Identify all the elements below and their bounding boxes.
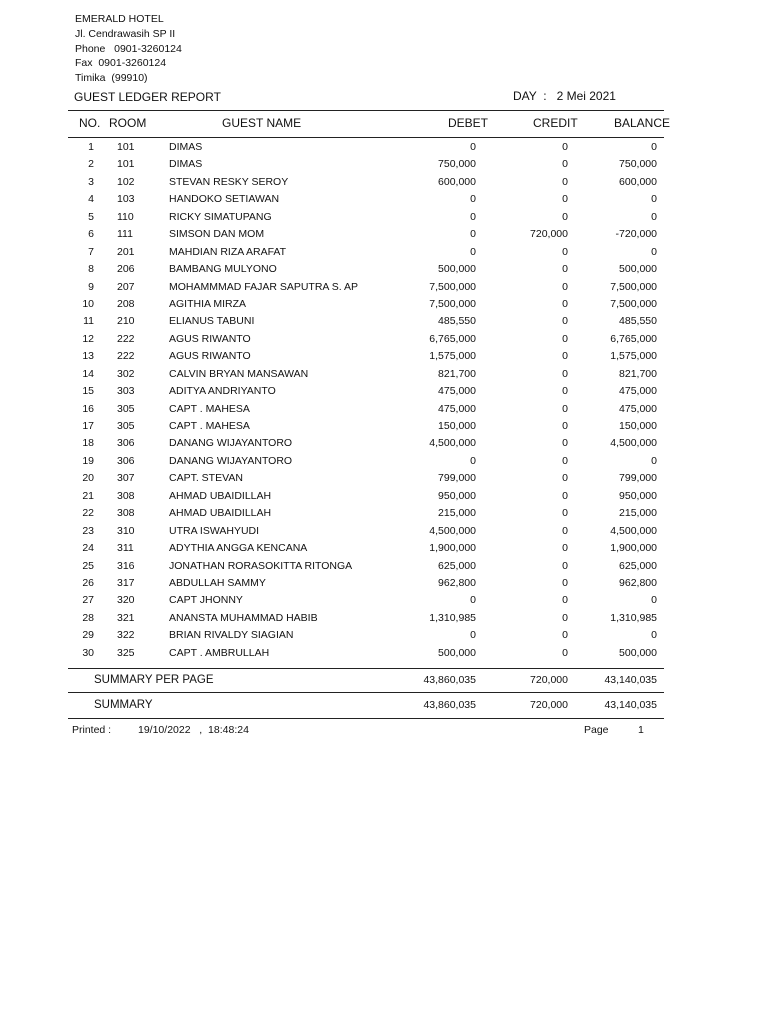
row-balance: 7,500,000	[610, 280, 657, 293]
hotel-name: EMERALD HOTEL	[75, 13, 164, 25]
row-credit: 0	[562, 454, 568, 467]
row-balance: 4,500,000	[610, 524, 657, 537]
row-credit: 0	[562, 472, 568, 485]
row-room: 305	[117, 402, 135, 415]
row-room: 303	[117, 385, 135, 398]
table-row	[0, 627, 768, 644]
row-debet: 6,765,000	[429, 332, 476, 345]
row-no: 27	[82, 594, 94, 607]
page-number: 1	[638, 724, 644, 736]
hotel-city: Timika (99910)	[75, 72, 148, 85]
row-debet: 0	[470, 629, 476, 642]
summary-label: SUMMARY	[94, 699, 153, 711]
row-room: 311	[117, 542, 134, 555]
row-room: 310	[117, 524, 135, 537]
row-guest-name: CAPT . MAHESA	[169, 420, 250, 432]
printed-label: Printed :	[72, 724, 112, 736]
row-guest-name: DIMAS	[169, 158, 203, 171]
row-room: 222	[117, 350, 135, 363]
table-row	[0, 523, 768, 540]
table-row	[0, 348, 768, 365]
summary-per-page-balance: 43,140,035	[604, 674, 657, 686]
row-credit: 0	[562, 350, 568, 363]
row-guest-name: SIMSON DAN MOM	[169, 228, 265, 241]
row-debet: 950,000	[438, 489, 476, 502]
row-debet: 485,550	[438, 315, 476, 328]
row-credit: 720,000	[530, 228, 568, 241]
row-debet: 1,900,000	[429, 542, 476, 555]
row-no: 12	[82, 332, 94, 345]
row-credit: 0	[562, 332, 568, 345]
table-row	[0, 558, 768, 575]
row-balance: 0	[651, 245, 657, 258]
row-debet: 7,500,000	[429, 297, 476, 310]
summary-per-page-label: SUMMARY PER PAGE	[94, 674, 214, 686]
row-room: 308	[117, 489, 135, 502]
row-debet: 1,575,000	[429, 350, 476, 363]
row-no: 25	[82, 559, 94, 572]
row-guest-name: AGUS RIWANTO	[169, 350, 251, 363]
col-balance: BALANCE	[614, 116, 671, 130]
row-room: 321	[117, 611, 135, 624]
row-balance: 475,000	[619, 402, 657, 415]
row-guest-name: AHMAD UBAIDILLAH	[169, 489, 272, 502]
row-room: 302	[117, 367, 135, 380]
row-guest-name: CALVIN BRYAN MANSAWAN	[169, 367, 309, 380]
summary-bottom-rule	[68, 718, 664, 719]
table-row	[0, 279, 768, 296]
row-balance: 0	[651, 629, 657, 642]
row-room: 325	[117, 646, 135, 659]
table-row	[0, 366, 768, 383]
table-row	[0, 296, 768, 313]
summary-balance: 43,140,035	[604, 699, 657, 711]
row-balance: 0	[651, 141, 657, 153]
row-no: 19	[82, 454, 94, 467]
row-room: 316	[117, 559, 135, 572]
row-guest-name: MOHAMMMAD FAJAR SAPUTRA S. AP	[169, 280, 359, 293]
table-row	[0, 418, 768, 435]
row-guest-name: UTRA ISWAHYUDI	[169, 524, 260, 537]
row-room: 101	[117, 141, 135, 153]
row-debet: 500,000	[438, 646, 476, 659]
row-guest-name: DIMAS	[169, 141, 203, 153]
row-room: 222	[117, 332, 135, 345]
header-top-rule	[68, 110, 664, 111]
table-row	[0, 383, 768, 400]
row-no: 29	[82, 629, 94, 642]
row-no: 7	[88, 245, 94, 258]
row-balance: 7,500,000	[610, 297, 657, 310]
row-debet: 1,310,985	[429, 611, 476, 624]
row-debet: 600,000	[438, 175, 476, 188]
row-guest-name: MAHDIAN RIZA ARAFAT	[169, 245, 287, 258]
row-no: 13	[82, 350, 94, 363]
row-room: 305	[117, 420, 135, 432]
row-credit: 0	[562, 402, 568, 415]
row-credit: 0	[562, 594, 568, 607]
row-guest-name: CAPT . MAHESA	[169, 402, 250, 415]
row-room: 101	[117, 158, 135, 171]
row-guest-name: CAPT. STEVAN	[169, 472, 243, 485]
row-balance: 600,000	[619, 175, 657, 188]
row-credit: 0	[562, 420, 568, 432]
table-row	[0, 645, 768, 662]
row-guest-name: STEVAN RESKY SEROY	[169, 175, 289, 188]
row-credit: 0	[562, 559, 568, 572]
row-balance: 485,550	[619, 315, 657, 328]
row-credit: 0	[562, 367, 568, 380]
row-credit: 0	[562, 141, 568, 153]
row-room: 320	[117, 594, 135, 607]
row-guest-name: CAPT JHONNY	[169, 594, 243, 607]
row-room: 103	[117, 193, 135, 206]
table-row	[0, 470, 768, 487]
table-row	[0, 244, 768, 261]
row-room: 317	[117, 576, 135, 589]
row-no: 22	[82, 507, 94, 520]
row-no: 24	[82, 542, 94, 555]
row-balance: 1,900,000	[610, 542, 657, 555]
row-room: 201	[117, 245, 135, 258]
summary-debet: 43,860,035	[423, 699, 476, 711]
row-guest-name: ADYTHIA ANGGA KENCANA	[169, 542, 308, 555]
row-no: 28	[82, 611, 94, 624]
row-balance: 821,700	[619, 367, 657, 380]
row-credit: 0	[562, 297, 568, 310]
row-balance: 799,000	[619, 472, 657, 485]
row-room: 306	[117, 437, 135, 450]
row-balance: -720,000	[615, 228, 657, 241]
summary-per-page-credit: 720,000	[530, 674, 568, 686]
row-room: 206	[117, 263, 135, 276]
row-balance: 6,765,000	[610, 332, 657, 345]
ledger-rows	[0, 139, 768, 662]
table-row	[0, 226, 768, 243]
row-balance: 0	[651, 210, 657, 223]
row-balance: 625,000	[619, 559, 657, 572]
row-debet: 0	[470, 193, 476, 206]
hotel-address: Jl. Cendrawasih SP II	[75, 27, 176, 40]
row-debet: 0	[470, 141, 476, 153]
row-balance: 0	[651, 193, 657, 206]
row-debet: 4,500,000	[429, 437, 476, 450]
row-credit: 0	[562, 629, 568, 642]
row-debet: 821,700	[438, 367, 476, 380]
row-credit: 0	[562, 158, 568, 171]
row-room: 322	[117, 629, 135, 642]
summary-middle-rule	[68, 692, 664, 693]
row-debet: 0	[470, 454, 476, 467]
row-balance: 950,000	[619, 489, 657, 502]
table-row	[0, 261, 768, 278]
row-debet: 0	[470, 594, 476, 607]
row-balance: 962,800	[619, 576, 657, 589]
row-debet: 475,000	[438, 385, 476, 398]
row-no: 30	[82, 646, 94, 659]
row-balance: 0	[651, 594, 657, 607]
row-guest-name: BRIAN RIVALDY SIAGIAN	[169, 629, 294, 642]
row-balance: 1,575,000	[610, 350, 657, 363]
report-day: DAY : 2 Mei 2021	[513, 89, 616, 103]
table-row	[0, 488, 768, 505]
row-no: 2	[88, 158, 94, 171]
row-credit: 0	[562, 507, 568, 520]
row-guest-name: AGITHIA MIRZA	[169, 297, 247, 310]
table-row	[0, 592, 768, 609]
row-no: 11	[83, 315, 94, 328]
row-credit: 0	[562, 245, 568, 258]
row-credit: 0	[562, 385, 568, 398]
row-guest-name: BAMBANG MULYONO	[169, 263, 277, 276]
row-credit: 0	[562, 315, 568, 328]
table-row	[0, 191, 768, 208]
table-row	[0, 174, 768, 191]
row-guest-name: ABDULLAH SAMMY	[169, 576, 266, 589]
table-row	[0, 540, 768, 557]
row-no: 3	[88, 175, 94, 188]
row-no: 15	[82, 385, 94, 398]
row-debet: 475,000	[438, 402, 476, 415]
hotel-fax: Fax 0901-3260124	[75, 57, 167, 70]
row-room: 210	[117, 315, 135, 328]
row-debet: 4,500,000	[429, 524, 476, 537]
row-balance: 500,000	[619, 263, 657, 276]
row-guest-name: RICKY SIMATUPANG	[169, 210, 272, 223]
row-balance: 215,000	[619, 507, 657, 520]
header-bottom-rule	[68, 137, 664, 138]
page-label: Page	[584, 724, 609, 736]
row-no: 23	[82, 524, 94, 537]
row-credit: 0	[562, 437, 568, 450]
col-room: ROOM	[109, 116, 147, 130]
row-room: 102	[117, 175, 135, 188]
table-row	[0, 331, 768, 348]
row-credit: 0	[562, 611, 568, 624]
row-debet: 215,000	[438, 507, 476, 520]
row-debet: 0	[470, 228, 476, 241]
row-credit: 0	[562, 489, 568, 502]
report-title: GUEST LEDGER REPORT	[74, 90, 221, 104]
row-guest-name: DANANG WIJAYANTORO	[169, 437, 293, 450]
row-balance: 0	[651, 454, 657, 467]
table-row	[0, 139, 768, 156]
row-no: 9	[88, 280, 94, 293]
row-guest-name: DANANG WIJAYANTORO	[169, 454, 293, 467]
row-debet: 500,000	[438, 263, 476, 276]
col-guest-name: GUEST NAME	[222, 116, 302, 130]
row-no: 10	[82, 297, 94, 310]
row-no: 5	[88, 210, 94, 223]
table-row	[0, 435, 768, 452]
col-debet: DEBET	[448, 116, 489, 130]
row-room: 307	[117, 472, 135, 485]
row-debet: 0	[470, 210, 476, 223]
row-room: 111	[117, 228, 133, 241]
row-debet: 962,800	[438, 576, 476, 589]
row-balance: 750,000	[619, 158, 657, 171]
summary-credit: 720,000	[530, 699, 568, 711]
row-no: 21	[82, 489, 94, 502]
row-credit: 0	[562, 576, 568, 589]
row-guest-name: CAPT . AMBRULLAH	[169, 646, 270, 659]
row-debet: 150,000	[438, 420, 476, 432]
row-balance: 500,000	[619, 646, 657, 659]
row-room: 208	[117, 297, 135, 310]
row-balance: 475,000	[619, 385, 657, 398]
col-credit: CREDIT	[533, 116, 578, 130]
row-balance: 150,000	[619, 420, 657, 432]
row-credit: 0	[562, 280, 568, 293]
row-no: 18	[82, 437, 94, 450]
row-no: 26	[82, 576, 94, 589]
row-no: 6	[88, 228, 94, 241]
row-no: 1	[88, 141, 94, 153]
row-debet: 7,500,000	[429, 280, 476, 293]
row-room: 308	[117, 507, 135, 520]
table-row	[0, 453, 768, 470]
col-no: NO.	[79, 116, 101, 130]
row-debet: 799,000	[438, 472, 476, 485]
row-room: 306	[117, 454, 135, 467]
table-row	[0, 209, 768, 226]
row-no: 4	[88, 193, 94, 206]
row-credit: 0	[562, 524, 568, 537]
row-credit: 0	[562, 210, 568, 223]
table-row	[0, 401, 768, 418]
row-debet: 750,000	[438, 158, 476, 171]
row-no: 8	[88, 263, 94, 276]
row-guest-name: ADITYA ANDRIYANTO	[169, 385, 276, 398]
summary-per-page-row	[0, 672, 768, 688]
row-guest-name: ELIANUS TABUNI	[169, 315, 255, 328]
row-no: 14	[82, 367, 94, 380]
row-credit: 0	[562, 263, 568, 276]
summary-top-rule	[68, 668, 664, 669]
row-guest-name: JONATHAN RORASOKITTA RITONGA	[169, 559, 353, 572]
hotel-phone: Phone 0901-3260124	[75, 42, 182, 55]
row-debet: 0	[470, 245, 476, 258]
table-row	[0, 610, 768, 627]
row-room: 110	[117, 210, 134, 223]
row-room: 207	[117, 280, 135, 293]
row-balance: 4,500,000	[610, 437, 657, 450]
summary-per-page-debet: 43,860,035	[423, 674, 476, 686]
table-row	[0, 156, 768, 173]
table-row	[0, 575, 768, 592]
row-credit: 0	[562, 542, 568, 555]
hotel-header	[75, 12, 182, 86]
table-row	[0, 313, 768, 330]
row-no: 16	[82, 402, 94, 415]
table-row	[0, 505, 768, 522]
row-credit: 0	[562, 175, 568, 188]
row-guest-name: HANDOKO SETIAWAN	[169, 193, 280, 206]
row-guest-name: AGUS RIWANTO	[169, 332, 251, 345]
row-debet: 625,000	[438, 559, 476, 572]
row-no: 17	[82, 420, 94, 432]
summary-row	[0, 697, 768, 713]
row-guest-name: AHMAD UBAIDILLAH	[169, 507, 272, 520]
row-no: 20	[82, 472, 94, 485]
row-balance: 1,310,985	[610, 611, 657, 624]
row-guest-name: ANANSTA MUHAMMAD HABIB	[169, 611, 318, 624]
row-credit: 0	[562, 646, 568, 659]
row-credit: 0	[562, 193, 568, 206]
printed-value: 19/10/2022 , 18:48:24	[138, 724, 249, 736]
